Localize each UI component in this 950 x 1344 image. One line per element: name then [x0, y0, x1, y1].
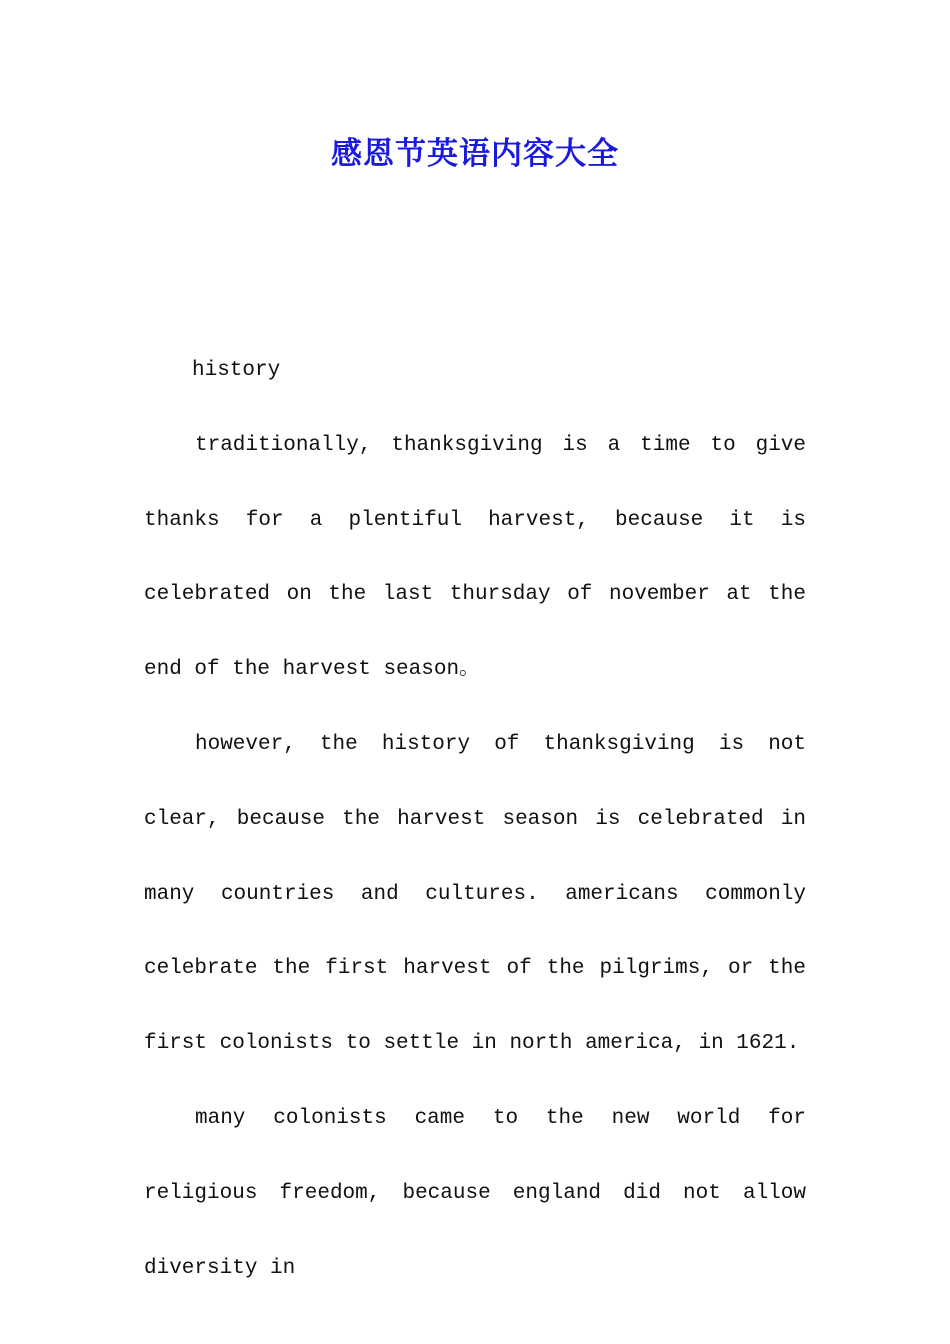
document-body	[144, 334, 806, 1306]
section-heading: history	[192, 359, 281, 382]
paragraph-2: however, the history of thanksgiving is not clear, because the harvest season is celebrated in many countries and cultures. americans commonly celebrate the first harvest of the pilgrims, or the first colonists to settle in north america, in 1621.	[144, 732, 806, 1056]
paragraph-3: many colonists came to the new world for religious freedom, because england did not allow diversity in	[144, 1106, 806, 1280]
paragraph-1: traditionally, thanksgiving is a time to give thanks for a plentiful harvest, because it is celebrated on the last thursday of november at the end of the harvest season。	[144, 433, 806, 682]
page-title: 感恩节英语内容大全	[331, 136, 619, 172]
